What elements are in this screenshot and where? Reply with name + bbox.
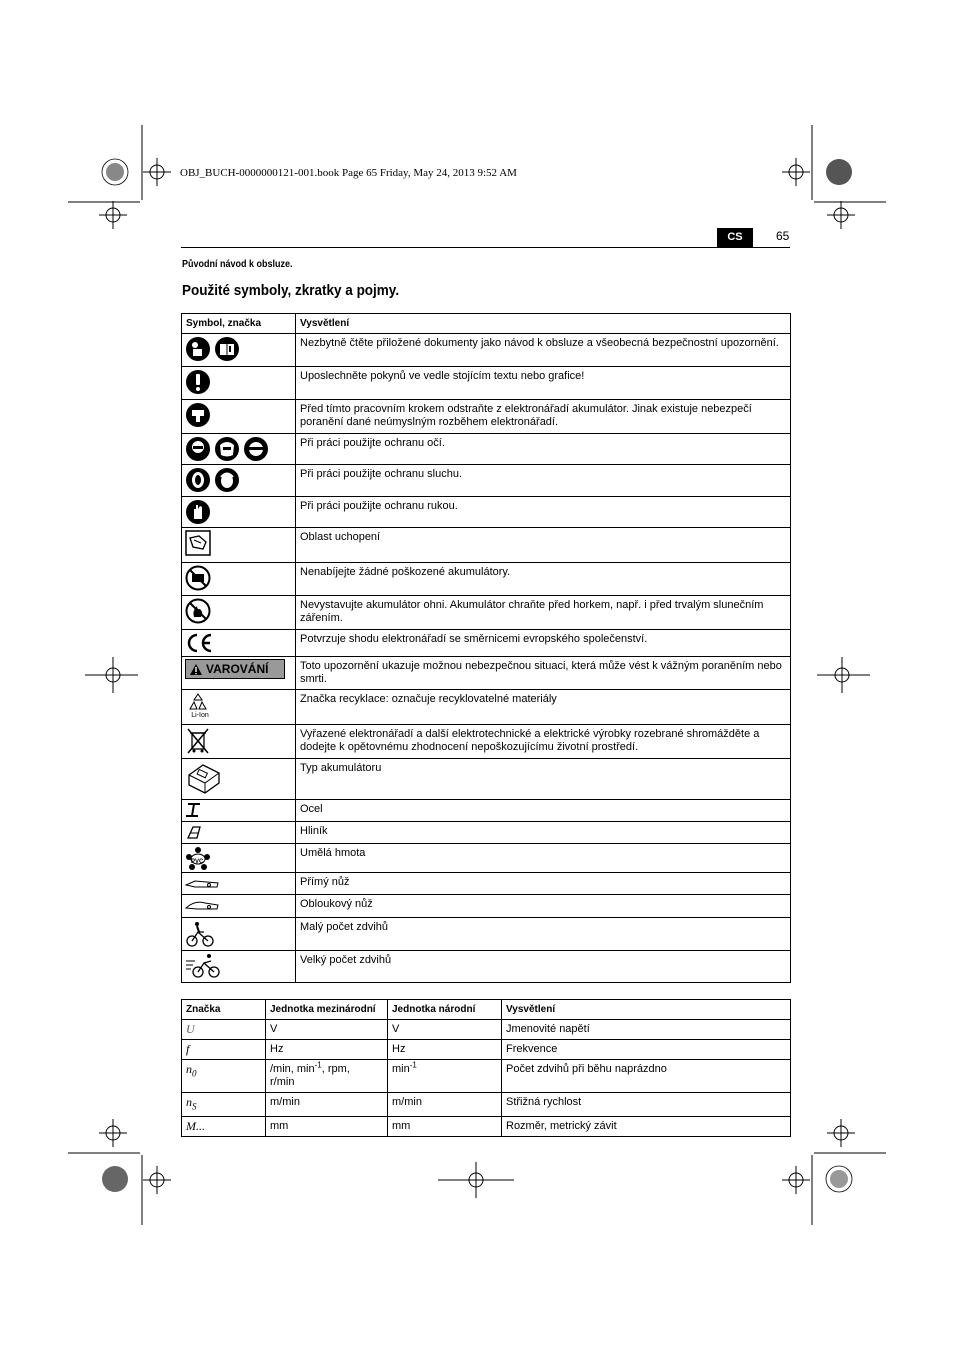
crop-mark-bottom-center — [436, 1160, 516, 1200]
column-header: Symbol, značka — [182, 314, 296, 334]
row-text: Oblast uchopení — [296, 528, 791, 563]
row-text: Ocel — [296, 800, 791, 822]
crop-mark-bottom-left — [60, 1095, 200, 1235]
row-text: Typ akumulátoru — [296, 759, 791, 800]
row-text: Nevystavujte akumulátor ohni. Akumulátor chraňte před horkem, např. i před trvalým slunečním zářením. — [296, 596, 791, 630]
unit-explanation: Frekvence — [502, 1040, 791, 1060]
column-header: Jednotka národní — [388, 1000, 502, 1020]
table-header-row — [182, 314, 791, 334]
table-row — [182, 1117, 791, 1137]
ce-mark-icon — [185, 632, 215, 654]
row-text: Před tímto pracovním krokem odstraňte z elektronářadí akumulátor. Jinak existuje nebezpečí poranění dané neúmyslným rozběhem elektronářadí. — [296, 400, 791, 434]
crop-mark-top-right — [754, 120, 894, 260]
crop-mark-top-left — [60, 120, 200, 260]
table-row — [182, 367, 791, 400]
recycling-li-ion-icon — [185, 692, 215, 720]
table-row — [182, 844, 791, 873]
straight-blade-icon — [185, 875, 219, 891]
language-badge: CS — [717, 228, 753, 247]
unit-explanation: Střižná rychlost — [502, 1093, 791, 1117]
unit-national: Hz — [388, 1040, 502, 1060]
no-fire-battery-icon — [185, 598, 211, 624]
row-text: Potvrzuje shodu elektronářadí se směrnicemi evropského společenství. — [296, 630, 791, 657]
book-info-icon — [214, 336, 240, 362]
unit-national: mm — [388, 1117, 502, 1137]
table-row — [182, 690, 791, 725]
warning-exclamation-icon — [185, 369, 211, 395]
ear-muffs-icon — [214, 467, 240, 493]
no-charging-damaged-battery-icon — [185, 565, 211, 591]
hand-protection-icon — [185, 499, 211, 525]
table-row — [182, 596, 791, 630]
unit-international: Hz — [266, 1040, 388, 1060]
pvc-label: PVC — [191, 859, 204, 865]
table-row — [182, 630, 791, 657]
header-rule — [181, 247, 790, 248]
hearing-protection-icon — [185, 467, 211, 493]
row-text: Hliník — [296, 822, 791, 844]
aluminium-icon — [185, 824, 205, 840]
symbols-table — [181, 313, 791, 983]
table-row — [182, 918, 791, 951]
table-row — [182, 951, 791, 983]
row-text: Přímý nůž — [296, 873, 791, 895]
unit-national: $\min^{-1}$ — [388, 1060, 502, 1093]
row-text: Uposlechněte pokynů ve vedle stojícím textu nebo grafice! — [296, 367, 791, 400]
warning-sign-icon — [185, 659, 285, 679]
table-header-row — [182, 1000, 791, 1020]
battery-pack-icon — [185, 761, 223, 797]
table-row — [182, 895, 791, 918]
unit-international: mm — [266, 1117, 388, 1137]
unit-symbol: f — [182, 1040, 266, 1060]
unit-international: m/min — [266, 1093, 388, 1117]
unit-international: V — [266, 1020, 388, 1040]
row-text: Obloukový nůž — [296, 895, 791, 918]
unit-explanation: Rozměr, metrický závit — [502, 1117, 791, 1137]
table-row — [182, 822, 791, 844]
table-row — [182, 1093, 791, 1117]
table-row — [182, 873, 791, 895]
table-row — [182, 434, 791, 465]
page-number: 65 — [776, 229, 790, 243]
read-manual-icon — [185, 336, 211, 362]
column-header: Značka — [182, 1000, 266, 1020]
face-shield-icon — [214, 436, 240, 462]
row-text: Velký počet zdvihů — [296, 951, 791, 983]
row-text: Toto upozornění ukazuje možnou nebezpečnou situaci, která může vést k vážným poraněním nebo smrti. — [296, 657, 791, 690]
eye-protection-icon — [185, 436, 211, 462]
unit-symbol: $n_S$ — [182, 1093, 266, 1117]
table-row — [182, 400, 791, 434]
crop-mark-left-middle — [80, 655, 140, 695]
high-stroke-bicycle-icon — [185, 953, 221, 979]
table-row — [182, 563, 791, 596]
low-stroke-bicycle-icon — [185, 920, 215, 948]
table-row — [182, 657, 791, 690]
column-header: Vysvětlení — [296, 314, 791, 334]
table-row — [182, 465, 791, 497]
remove-battery-icon — [185, 402, 211, 428]
column-header: Vysvětlení — [502, 1000, 791, 1020]
curved-blade-icon — [185, 897, 219, 913]
unit-symbol: U — [182, 1020, 266, 1040]
grip-area-icon — [185, 530, 211, 556]
table-row — [182, 334, 791, 367]
table-row — [182, 759, 791, 800]
plastic-pvc-icon — [185, 846, 211, 870]
unit-national: m/min — [388, 1093, 502, 1117]
warning-label: VAROVÁNÍ — [206, 661, 269, 676]
unit-international: /min, $\min^{-1}$, rpm, r/min — [266, 1060, 388, 1093]
unit-explanation: Počet zdvihů při běhu naprázdno — [502, 1060, 791, 1093]
table-row — [182, 1020, 791, 1040]
goggles-icon — [243, 436, 269, 462]
row-text: Značka recyklace: označuje recyklovatelné materiály — [296, 690, 791, 725]
row-text: Nenabíjejte žádné poškozené akumulátory. — [296, 563, 791, 596]
row-text: Umělá hmota — [296, 844, 791, 873]
row-text: Nezbytně čtěte přiložené dokumenty jako návod k obsluze a všeobecná bezpečnostní upozornění. — [296, 334, 791, 367]
row-text: Při práci použijte ochranu rukou. — [296, 497, 791, 528]
table-row — [182, 725, 791, 759]
book-header: OBJ_BUCH-0000000121-001.book Page 65 Friday, May 24, 2013 9:52 AM — [180, 167, 517, 179]
table-row — [182, 1060, 791, 1093]
table-row — [182, 528, 791, 563]
unit-symbol: M... — [182, 1117, 266, 1137]
page-title: Použité symboly, zkratky a pojmy. — [182, 282, 400, 299]
units-table — [181, 999, 791, 1137]
crossed-bin-icon — [185, 727, 211, 755]
table-row — [182, 497, 791, 528]
crop-mark-right-middle — [815, 655, 875, 695]
unit-explanation: Jmenovité napětí — [502, 1020, 791, 1040]
table-row — [182, 800, 791, 822]
column-header: Jednotka mezinárodní — [266, 1000, 388, 1020]
steel-icon — [185, 802, 205, 818]
unit-national: V — [388, 1020, 502, 1040]
recycling-label: Li-Ion — [191, 712, 209, 719]
table-row — [182, 1040, 791, 1060]
unit-symbol: $n_0$ — [182, 1060, 266, 1093]
row-text: Při práci použijte ochranu očí. — [296, 434, 791, 465]
row-text: Vyřazené elektronářadí a další elektrotechnické a elektrické výrobky rozebrané shromážděte a dodejte k opětovnému zhodnocení nepoškozujícímu životní prostředí. — [296, 725, 791, 759]
row-text: Při práci použijte ochranu sluchu. — [296, 465, 791, 497]
row-text: Malý počet zdvihů — [296, 918, 791, 951]
section-subtitle: Původní návod k obsluze. — [182, 259, 293, 270]
